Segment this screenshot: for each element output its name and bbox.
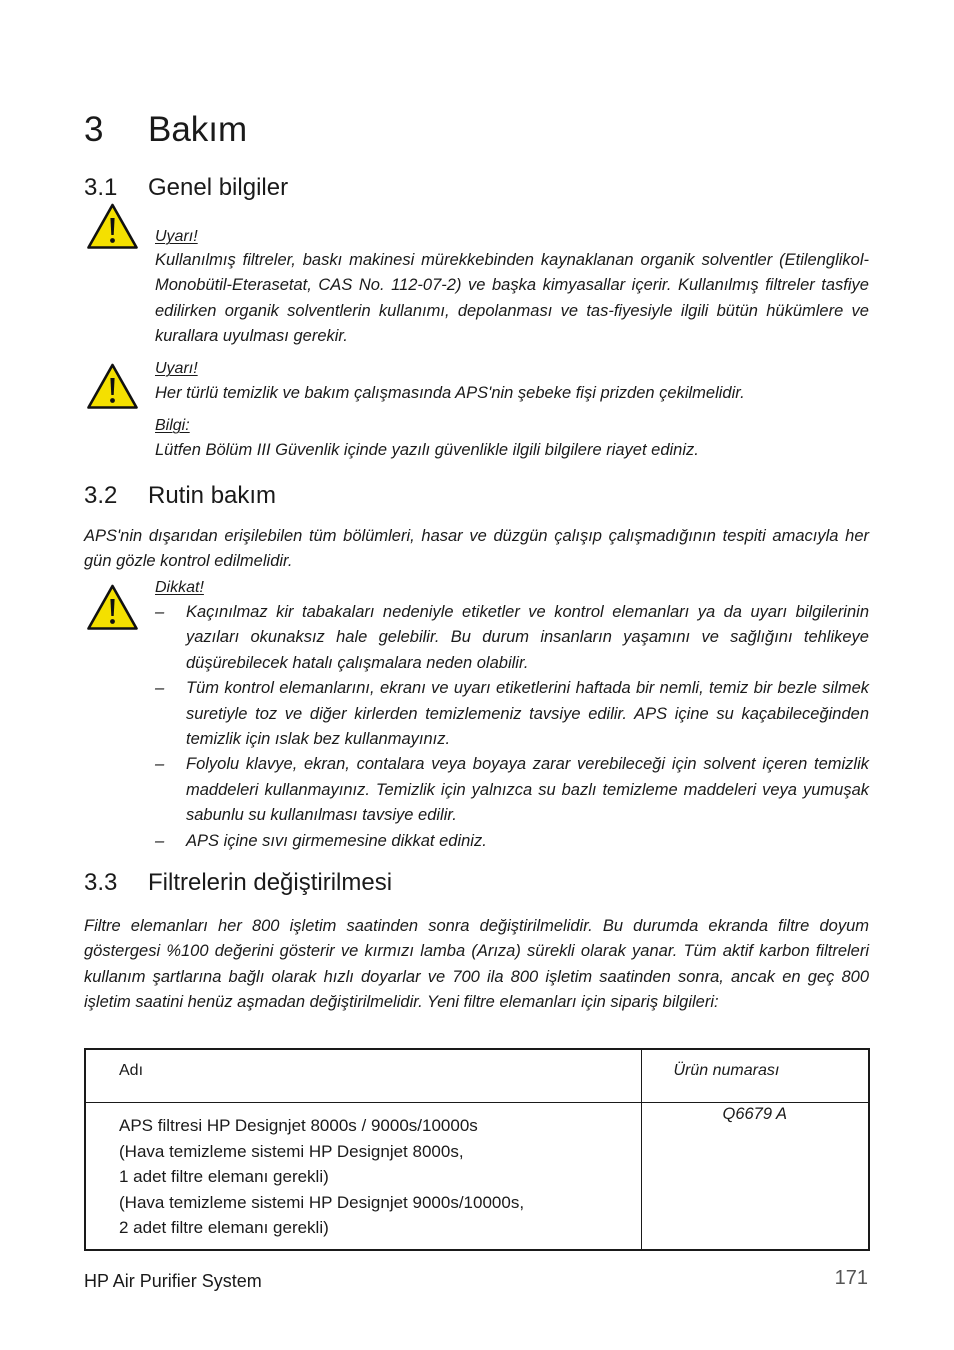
- list-item-text: Folyolu klavye, ekran, contalara veya boyaya zarar verebileceği için solvent içeren temizlik maddeleri kullanmayınız. Temizlik için yalnızca su bazlı temizleme maddeleri veya yumuşak sabunlu su kullanılması tavsiye edilir.: [186, 755, 869, 825]
- chapter-heading: [84, 108, 247, 152]
- section-number: 3.3: [84, 869, 118, 896]
- list-item-text: Kaçınılmaz kir tabakaları nedeniyle etiketler ve kontrol elemanları ya da uyarı bilgilerinin yazıları okunaksız hale gelebilir. Bu durum insanların yaşamını ve sağlığını tehlikeye düşürebilecek hatalı çalışmalara neden olabilir.: [186, 603, 869, 672]
- filter-change-text: Filtre elemanları her 800 işletim saatinden sonra değiştirilmelidir. Bu durumda ekranda filtre doyum göstergesi %100 değerini gösterir ve kırmızı lamba (Arıza) sürekli olarak yanar. Tüm aktif karbon filtreleri kullanım şartlarına bağlı olarak hızlı doyarlar ve 700 ila 800 işletim saatinden sonra, ancak en geç 800 işletim saatini henüz aşmadan değiştirilmelidir. Yeni filtre elemanları için sipariş bilgileri:: [84, 917, 869, 1012]
- dash: –: [155, 831, 165, 850]
- list-item: [155, 829, 869, 854]
- warning-text: Kullanılmış filtreler, baskı makinesi mürekkebinden kaynaklanan organik solventler (Etilenglikol-Monobütil-Eterasetat, CAS No. 112-07-2) ve başka kimyasallar içerir. Kullanılmış filtreler tasfiye edilirken organik solventlerin kullanımı, depolanması ve tas-fiyesiyle ilgili bütün hükümlere ve kurallara uyulması gerekir.: [155, 251, 869, 346]
- dash: –: [155, 603, 165, 621]
- info-label: Bilgi:: [155, 417, 190, 434]
- product-name-line: 1 adet filtre elemanı gerekli): [119, 1167, 329, 1187]
- product-name-line: 2 adet filtre elemanı gerekli): [119, 1218, 329, 1238]
- product-number-cell: Q6679 A: [641, 1103, 869, 1250]
- info-text: Lütfen Bölüm III Güvenlik içinde yazılı güvenlikle ilgili bilgilere riayet ediniz.: [155, 441, 699, 459]
- table-row: [85, 1103, 869, 1250]
- column-header-product-number: Ürün numarası: [641, 1049, 869, 1103]
- dash: –: [155, 755, 165, 774]
- warning-triangle-icon: [86, 202, 139, 250]
- product-name-line: (Hava temizleme sistemi HP Designjet 8000s,: [119, 1141, 464, 1161]
- warning-text: Her türlü temizlik ve bakım çalışmasında APS'nin şebeke fişi prizden çekilmelidir.: [155, 384, 745, 402]
- column-header-name: Adı: [85, 1049, 641, 1103]
- section-title: Rutin bakım: [148, 482, 277, 509]
- caution-label: Dikkat!: [155, 579, 204, 596]
- warning-triangle-icon: [86, 583, 139, 631]
- section-heading-3-3: [84, 868, 392, 898]
- dash: –: [155, 679, 165, 698]
- section-number: 3.1: [84, 174, 118, 201]
- order-table: [84, 1048, 870, 1251]
- product-name-line: APS filtresi HP Designjet 8000s / 9000s/10000s: [119, 1116, 478, 1135]
- chapter-number: 3: [84, 110, 104, 149]
- list-item-text: APS içine sıvı girmemesine dikkat ediniz.: [186, 831, 487, 850]
- caution-list: [155, 600, 869, 854]
- section-title: Filtrelerin değiştirilmesi: [148, 869, 393, 896]
- list-item: [155, 676, 869, 752]
- product-name-line: (Hava temizleme sistemi HP Designjet 9000s/10000s,: [119, 1192, 525, 1212]
- section-number: 3.2: [84, 482, 118, 509]
- section-title: Genel bilgiler: [148, 174, 289, 201]
- list-item-text: Tüm kontrol elemanlarını, ekranı ve uyarı etiketlerini haftada bir nemli, temiz bir bezle silmek suretiyle toz ve diğer kirlerden temizlemeniz tavsiye edilir. APS içine su kaçabileceğinden temizlik için ıslak bez kullanmayınız.: [186, 679, 869, 749]
- warning-triangle-icon: [86, 362, 139, 410]
- section-heading-3-2: [84, 481, 276, 511]
- page-number: 171: [834, 1267, 868, 1289]
- section-heading-3-1: [84, 173, 288, 203]
- list-item: [155, 752, 869, 828]
- table-header-row: [85, 1049, 869, 1103]
- warning-label: Uyarı!: [155, 360, 198, 377]
- warning-label: Uyarı!: [155, 228, 198, 245]
- chapter-title: Bakım: [148, 110, 248, 149]
- footer-product-name: HP Air Purifier System: [84, 1271, 262, 1291]
- product-name-cell: [85, 1103, 641, 1250]
- routine-intro: APS'nin dışarıdan erişilebilen tüm bölümleri, hasar ve düzgün çalışıp çalışmadığının tespiti amacıyla her gün gözle kontrol edilmelidir.: [84, 527, 869, 571]
- list-item: [155, 600, 869, 676]
